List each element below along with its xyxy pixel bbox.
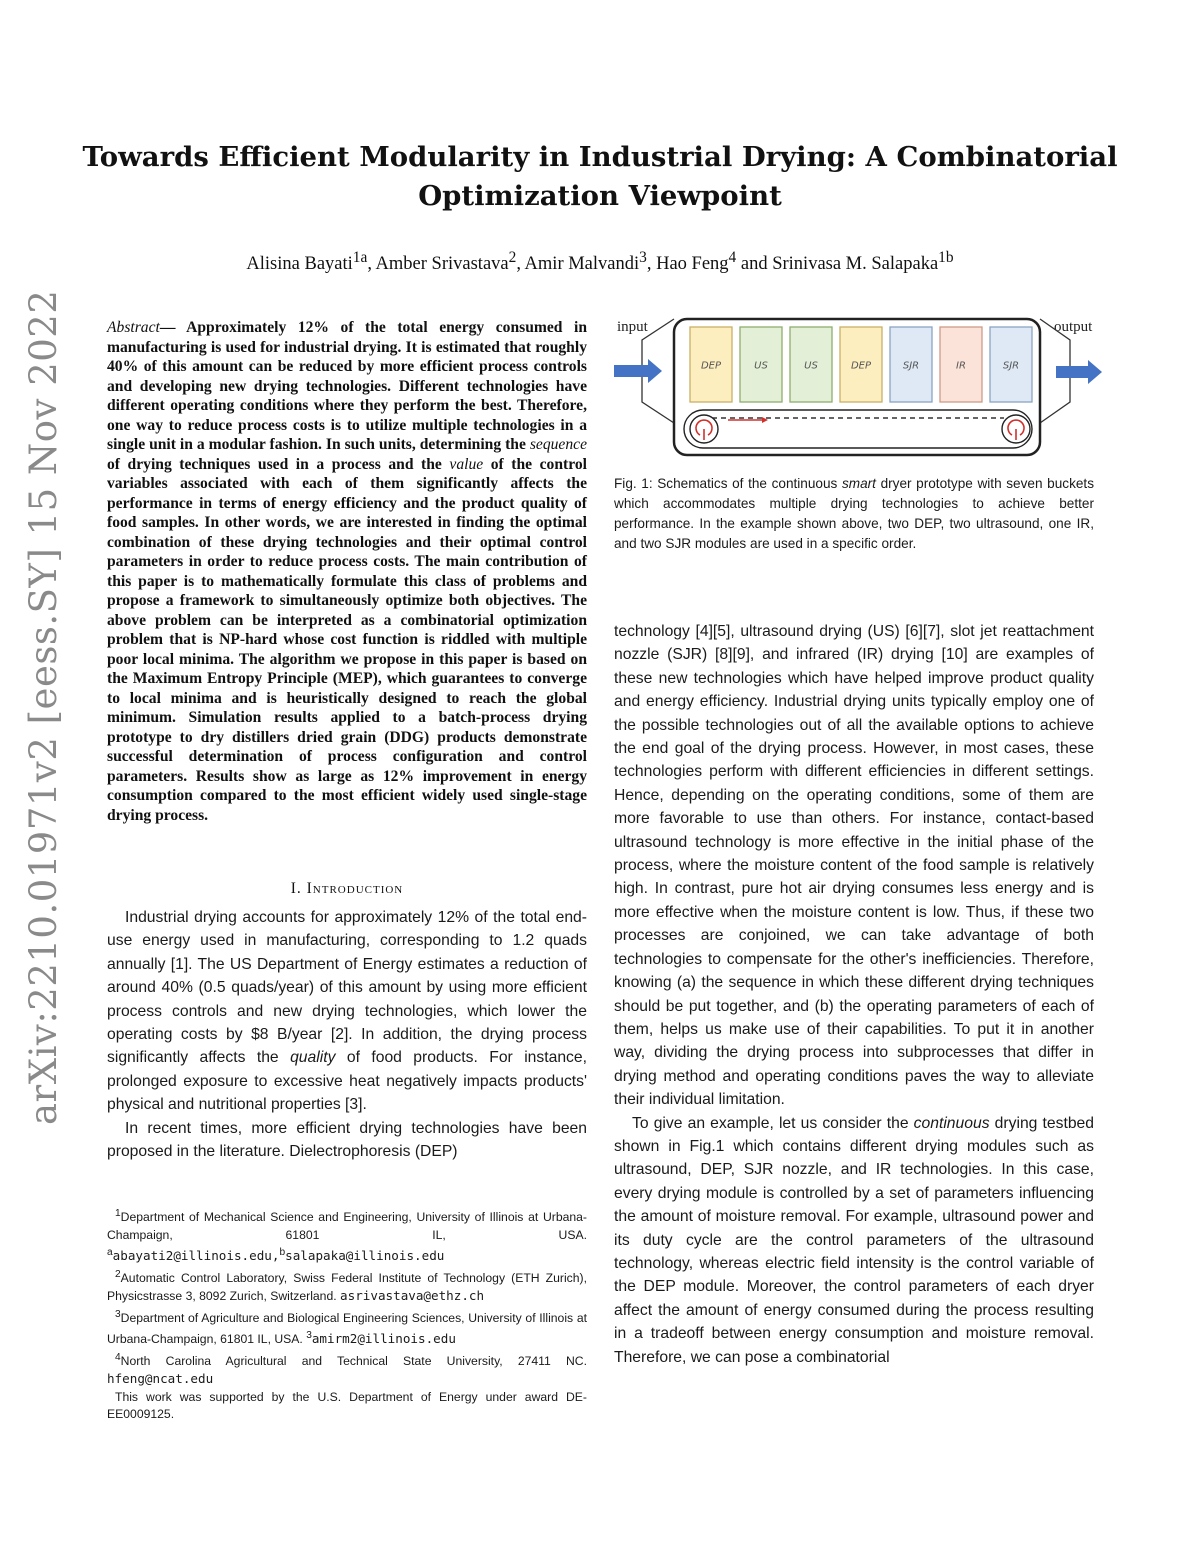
output-label: output: [1054, 319, 1093, 335]
abstract: [107, 318, 587, 825]
right-roller: [1002, 415, 1030, 443]
author-affiliation-mark: 1b: [938, 249, 954, 266]
bucket-label: DEP: [850, 360, 872, 372]
bucket-1: [690, 327, 732, 402]
abstract-text: of the control variables associated with each of them significantly affects the performance in terms of energy efficiency and the product quality of food samples. In other words, we are interested in finding the optimal combination of these drying technologies and their optimal control parameters in order to reduce process costs. The main contribution of this paper is to mathematically formulate this class of problems and propose a framework to simultaneously optimize both objectives. The above problem can be interpreted as a combinatorial optimization problem that is NP-hard whose cost function is riddled with multiple poor local minima. The algorithm we propose in this paper is based on the Maximum Entropy Principle (MEP), which guarantees to converge to local minima and is heuristically designed to reach the global minimum. Simulation results applied to a batch-process drying prototype to dry distillers dried grain (DDG) products demonstrate successful determination of process configuration and control parameters. Results show as large as 12% improvement in energy consumption compared to the most efficient widely used single-stage drying process.: [107, 455, 587, 824]
paragraph: To give an example, let us consider the continuous drying testbed shown in Fig.1 which contains different drying modules such as ultrasound, DEP, SJR nozzle, and IR technologies. In this case, every drying module is controlled by a set of parameters influencing the amount of moisture removal. For example, ultrasound power and its duty cycle are the control parameters of the ultrasound technology, whereas electric field intensity is the control variable of the DEP module. Moreover, the control parameters of each dryer affect the amount of energy consumed during the process resulting in a tradeoff between energy consumption and moisture removal. Therefore, we can pose a combinatorial: [614, 1114, 1094, 1366]
dryer-schematic-figure: [612, 312, 1104, 462]
email-link[interactable]: salapaka@illinois.edu: [285, 1248, 445, 1264]
bucket-5: [890, 327, 932, 402]
emphasis-text: continuous: [913, 1114, 990, 1132]
bucket-7: [990, 327, 1032, 402]
emphasis-text: quality: [290, 1049, 336, 1067]
paragraph: In recent times, more efficient drying technologies have been proposed in the literature. Dielectrophoresis (DEP): [107, 1119, 587, 1161]
author-affiliation-mark: 2: [508, 249, 517, 266]
author-affiliation-mark: 3: [639, 249, 647, 266]
paper-title: Towards Efficient Modularity in Industrial Drying: A Combinatorial Optimization Viewpoint: [82, 141, 1118, 212]
author-name: and Srinivasa M. Salapaka: [736, 254, 939, 275]
intro-text: [107, 906, 587, 1163]
figure-caption: Fig. 1: Schematics of the continuous smart dryer prototype with seven buckets which accommodates multiple drying technologies to achieve better performance. In the example shown above, two DEP, two ultrasound, one IR, and two SJR modules are used in a specific order.: [614, 476, 1094, 551]
right-column-text: [614, 620, 1094, 1369]
footnote: $^4$North Carolina Agricultural and Technical State University, 27411 NC. hfeng@ncat.edu: [107, 1351, 587, 1387]
email-link[interactable]: hfeng@ncat.edu: [107, 1371, 214, 1387]
bucket-label: SJR: [1002, 360, 1020, 372]
email-link[interactable]: amirm2@illinois.edu: [311, 1331, 456, 1347]
footnote: $^1$Department of Mechanical Science and Engineering, University of Illinois at Urbana-Champaign, 61801 IL, USA. $^a$abayati2@illinois.edu,$^b$salapaka@illinois.edu: [107, 1208, 587, 1264]
bucket-row: [690, 327, 1032, 402]
left-roller: [690, 415, 718, 443]
funding-note: This work was supported by the U.S. Department of Energy under award DE-EE0009125.: [107, 1389, 587, 1422]
bucket-label: US: [804, 360, 818, 372]
bucket-label: DEP: [700, 360, 722, 372]
bucket-3: [790, 327, 832, 402]
paragraph: technology [4][5], ultrasound drying (US) [6][7], slot jet reattachment nozzle (SJR) [8][9], and infrared (IR) drying [10] are examples of these new technologies which have helped improve product quality and energy efficiency. Industrial drying units typically employ one of the possible technologies out of all the available options to achieve the end goal of the drying process. However, in most cases, these technologies perform with different efficiencies in different settings. Hence, depending on the operating conditions, some of them are more favorable to use than others. For instance, contact-based ultrasound technology is more effective in the initial phase of the process, where the moisture content of the food sample is relatively high. In contrast, pure hot air drying consumes less energy and is more effective when the moisture content is low. Thus, if these two processes are conjoined, we can take advantage of both technologies to compensate for the other's inefficiencies. Therefore, knowing (a) the sequence in which these different drying techniques should be put together, and (b) the operating parameters of each of them, helps us make use of their capabilities. To put it in another way, dividing the drying process into subprocesses that differ in drying method and operating conditions paves the way to alleviate their individual limitation.: [614, 623, 1094, 1109]
author-affiliation-mark: 4: [728, 249, 737, 266]
author-name: , Amber Srivastava: [367, 254, 509, 275]
emphasis-text: smart: [841, 476, 876, 491]
footnote: $^3$Department of Agriculture and Biological Engineering Sciences, University of Illinois at Urbana-Champaign, 61801 IL, USA. $^3$amirm2@illinois.edu: [107, 1308, 587, 1347]
author-name: Alisina Bayati: [246, 254, 353, 275]
bucket-label: SJR: [902, 360, 920, 372]
section-heading: I. Introduction: [290, 880, 404, 897]
paragraph: Industrial drying accounts for approximately 12% of the total end-use energy used in manufacturing, corresponding to 1.2 quads annually [1]. The US Department of Energy estimates a reduction of around 40% (0.5 quads/year) of this amount by using more efficient process controls and new drying technologies, which lower the operating costs by $8 B/year [2]. In addition, the drying process significantly affects the quality of food products. For instance, prolonged exposure to excessive heat negatively impacts products' physical and nutritional properties [3].: [107, 909, 587, 1114]
arxiv-side-stamp: arXiv:2210.01971v2 [eess.SY] 15 Nov 2022: [22, 289, 65, 1125]
email-link[interactable]: abayati2@illinois.edu: [112, 1248, 272, 1264]
author-name: , Hao Feng: [646, 254, 729, 275]
abstract-text: — Approximately 12% of the total energy consumed in manufacturing is used for industrial drying. It is estimated that roughly 40% of this amount can be reduced by more efficient process controls and developing new drying technologies. Different technologies have different operating conditions where they perform the best. Therefore, one way to reduce process costs is to utilize multiple technologies in a single unit in a modular fashion. In such units, determining the: [107, 319, 587, 453]
bucket-4: [840, 327, 882, 402]
abstract-text: of drying techniques used in a process and the: [107, 455, 450, 473]
footnotes: [107, 1205, 587, 1424]
abstract-emphasis: value: [449, 455, 484, 473]
input-label: input: [617, 319, 648, 335]
author-list: [80, 249, 1120, 275]
author-affiliation-mark: 1a: [352, 249, 368, 266]
bucket-6: [940, 327, 982, 402]
author-name: , Amir Malvandi: [516, 254, 640, 275]
output-arrow: [1056, 360, 1102, 384]
email-link[interactable]: asrivastava@ethz.ch: [340, 1288, 485, 1304]
input-arrow: [614, 359, 662, 383]
bucket-label: IR: [956, 360, 966, 372]
abstract-emphasis: sequence: [529, 436, 587, 453]
footnote: $^2$Automatic Control Laboratory, Swiss Federal Institute of Technology (ETH Zurich), Physicstrasse 3, 8092 Zurich, Switzerland. asrivastava@ethz.ch: [107, 1268, 587, 1304]
bucket-2: [740, 327, 782, 402]
bucket-label: US: [754, 360, 768, 372]
abstract-label: Abstract: [107, 319, 160, 336]
